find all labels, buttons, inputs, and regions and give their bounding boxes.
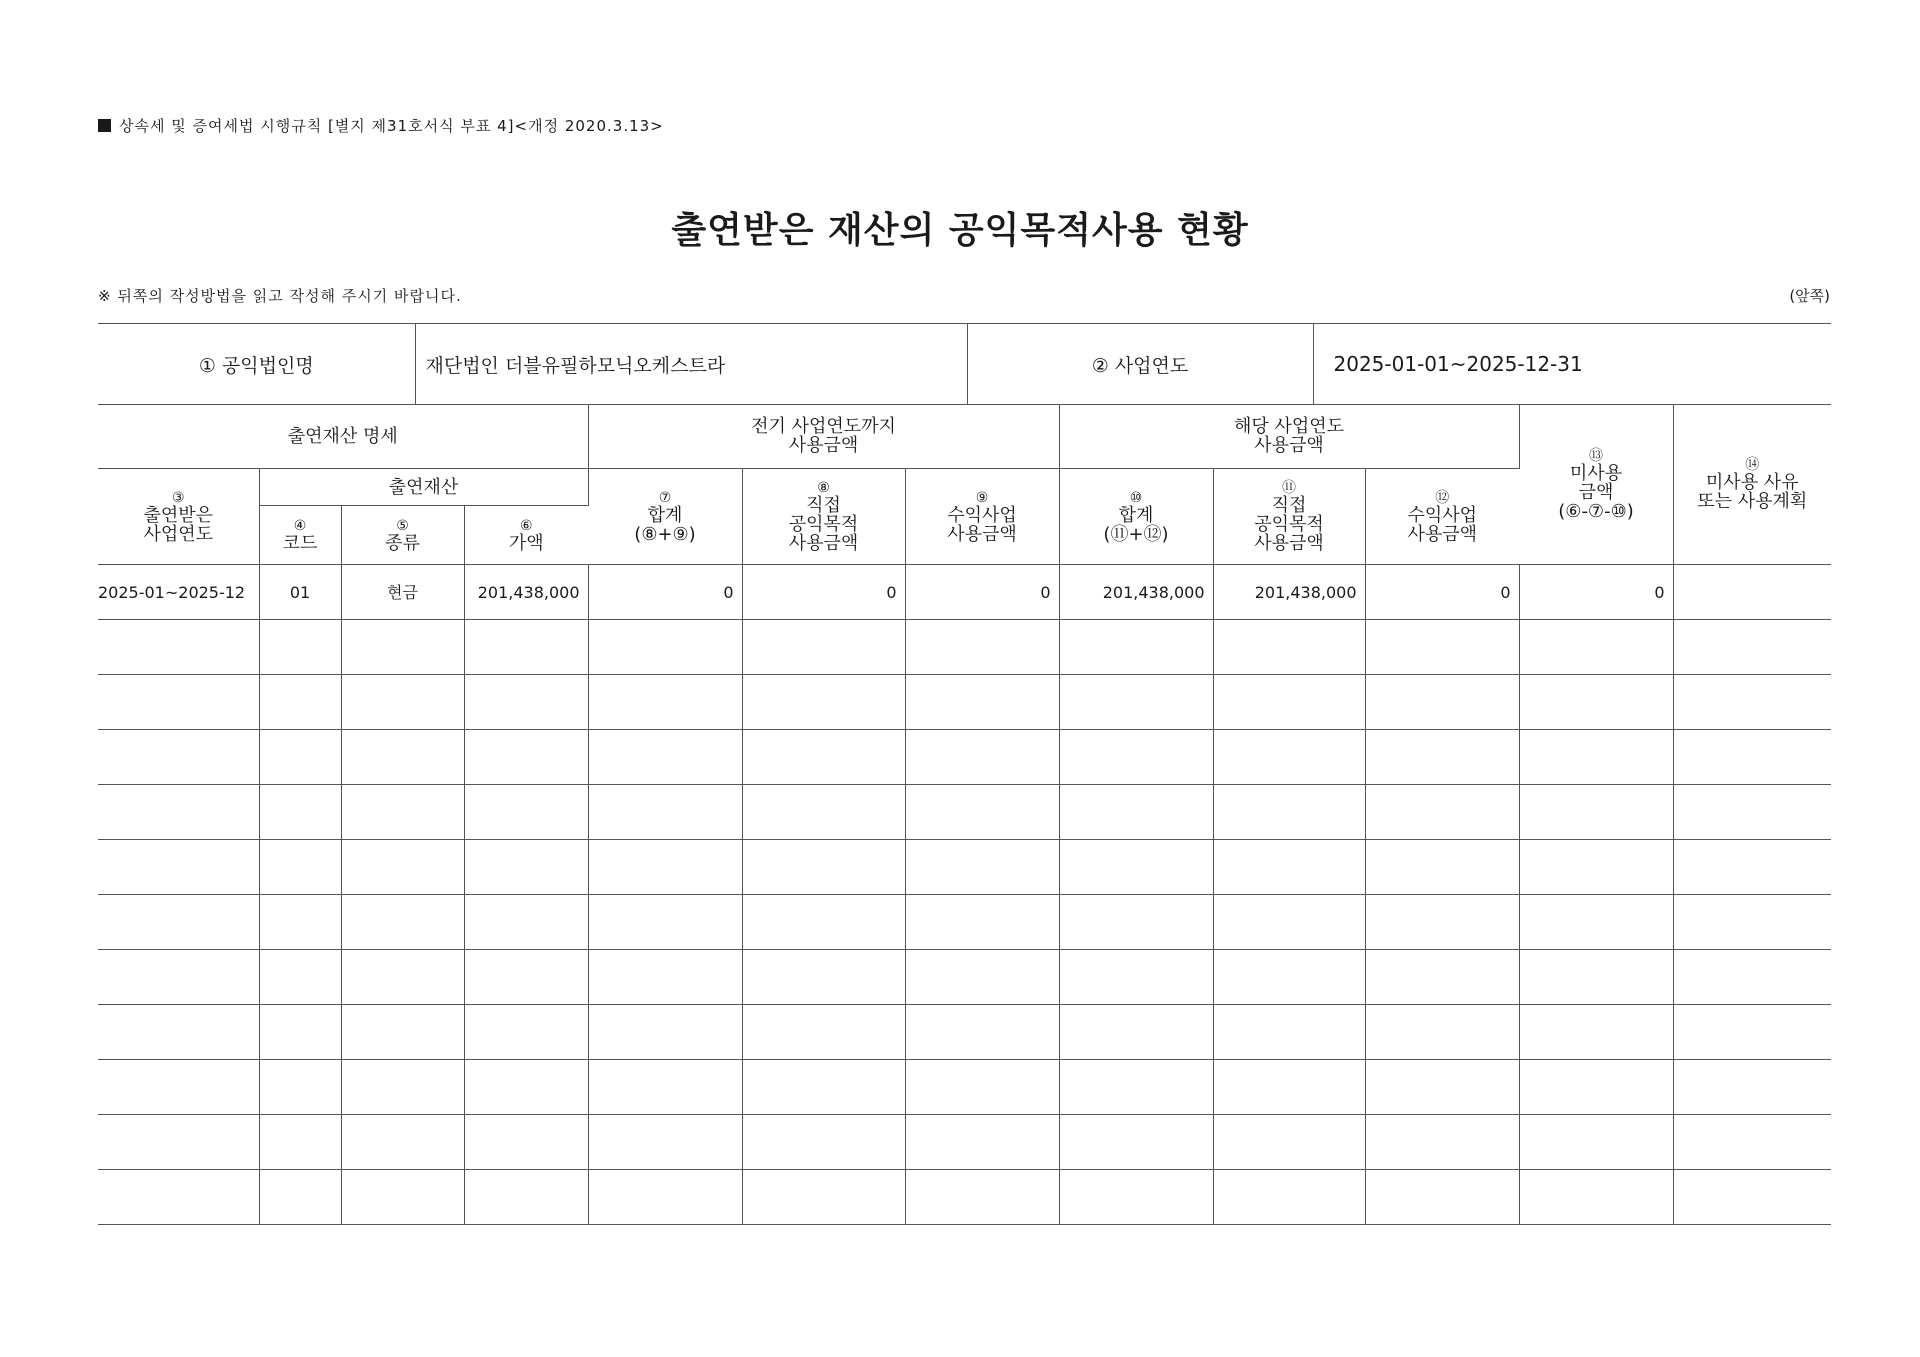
code-cell[interactable]: 01 (259, 565, 341, 620)
prev-direct-cell[interactable] (742, 785, 905, 840)
table-row (98, 620, 1831, 675)
business-year-label: ② 사업연도 (967, 324, 1313, 405)
prev-direct-cell[interactable] (742, 730, 905, 785)
current-direct-cell[interactable] (1213, 1060, 1365, 1115)
current-total-cell[interactable] (1059, 840, 1213, 895)
unused-amount-cell[interactable] (1519, 675, 1673, 730)
prev-total-cell[interactable] (588, 1005, 742, 1060)
table-row (98, 730, 1831, 785)
prev-profit-cell[interactable] (905, 1115, 1059, 1170)
prev-direct-cell[interactable]: 0 (742, 565, 905, 620)
current-profit-cell[interactable] (1365, 785, 1519, 840)
unused-reason-cell[interactable] (1673, 730, 1831, 785)
current-total-cell[interactable] (1059, 675, 1213, 730)
unused-amount-cell[interactable] (1519, 895, 1673, 950)
prev-direct-cell[interactable] (742, 1060, 905, 1115)
current-direct-cell[interactable]: 201,438,000 (1213, 565, 1365, 620)
prev-direct-cell[interactable] (742, 840, 905, 895)
current-direct-cell[interactable] (1213, 1005, 1365, 1060)
instruction-note: ※ 뒤쪽의 작성방법을 읽고 작성해 주시기 바랍니다. (98, 287, 462, 305)
col-header-prev-direct: ⑧ 직접 공익목적 사용금액 (742, 469, 905, 565)
current-profit-cell[interactable] (1365, 1170, 1519, 1225)
current-profit-cell[interactable] (1365, 730, 1519, 785)
prev-total-cell[interactable] (588, 730, 742, 785)
group-header-contribution: 출연재산 명세 (98, 404, 588, 469)
unused-amount-cell[interactable] (1519, 1060, 1673, 1115)
type-cell[interactable] (341, 1060, 464, 1115)
code-cell[interactable] (259, 785, 341, 840)
unused-amount-cell[interactable] (1519, 1170, 1673, 1225)
business-year-field[interactable]: 2025-01-01~2025-12-31 (1313, 324, 1831, 405)
type-cell[interactable] (341, 1115, 464, 1170)
prev-profit-cell[interactable] (905, 730, 1059, 785)
page-title: 출연받은 재산의 공익목적사용 현황 (671, 210, 1249, 251)
prev-profit-cell[interactable] (905, 1060, 1059, 1115)
current-profit-cell[interactable] (1365, 620, 1519, 675)
table-row (98, 1170, 1831, 1225)
form-reference (98, 115, 664, 136)
table-row (98, 840, 1831, 895)
col-header-unused-reason: ⑭ 미사용 사유 또는 사용계획 (1673, 404, 1831, 565)
prev-total-cell[interactable] (588, 785, 742, 840)
prev-profit-cell[interactable] (905, 950, 1059, 1005)
contribution-usage-table (98, 404, 1831, 1225)
prev-total-cell[interactable] (588, 1115, 742, 1170)
current-total-cell[interactable] (1059, 1170, 1213, 1225)
type-cell[interactable] (341, 1005, 464, 1060)
value-cell[interactable] (464, 1060, 588, 1115)
value-cell[interactable] (464, 785, 588, 840)
unused-amount-cell[interactable] (1519, 1005, 1673, 1060)
prev-profit-cell[interactable] (905, 1170, 1059, 1225)
contribution-year-cell[interactable] (98, 620, 259, 675)
current-direct-cell[interactable] (1213, 675, 1365, 730)
contribution-year-cell[interactable] (98, 950, 259, 1005)
type-cell[interactable] (341, 730, 464, 785)
unused-reason-cell[interactable] (1673, 1170, 1831, 1225)
prev-direct-cell[interactable] (742, 620, 905, 675)
type-cell[interactable] (341, 675, 464, 730)
value-cell[interactable] (464, 675, 588, 730)
code-cell[interactable] (259, 950, 341, 1005)
current-direct-cell[interactable] (1213, 950, 1365, 1005)
prev-profit-cell[interactable] (905, 785, 1059, 840)
current-profit-cell[interactable] (1365, 1005, 1519, 1060)
current-profit-cell[interactable] (1365, 1115, 1519, 1170)
contribution-year-cell[interactable] (98, 1060, 259, 1115)
col-header-prev-profit: ⑨ 수익사업 사용금액 (905, 469, 1059, 565)
unused-amount-cell[interactable] (1519, 620, 1673, 675)
prev-profit-cell[interactable] (905, 895, 1059, 950)
current-direct-cell[interactable] (1213, 840, 1365, 895)
col-header-current-profit: ⑫ 수익사업 사용금액 (1365, 469, 1519, 565)
unused-reason-cell[interactable] (1673, 620, 1831, 675)
prev-direct-cell[interactable] (742, 1115, 905, 1170)
prev-profit-cell[interactable] (905, 1005, 1059, 1060)
current-total-cell[interactable] (1059, 785, 1213, 840)
unused-reason-cell[interactable] (1673, 895, 1831, 950)
prev-profit-cell[interactable] (905, 840, 1059, 895)
prev-direct-cell[interactable] (742, 675, 905, 730)
prev-total-cell[interactable] (588, 840, 742, 895)
unused-amount-cell[interactable] (1519, 950, 1673, 1005)
current-direct-cell[interactable] (1213, 620, 1365, 675)
unused-reason-cell[interactable] (1673, 950, 1831, 1005)
current-direct-cell[interactable] (1213, 895, 1365, 950)
contribution-year-cell[interactable] (98, 1170, 259, 1225)
contribution-year-cell[interactable] (98, 730, 259, 785)
unused-reason-cell[interactable] (1673, 565, 1831, 620)
code-cell[interactable] (259, 895, 341, 950)
current-total-cell[interactable] (1059, 1115, 1213, 1170)
unused-amount-cell[interactable] (1519, 785, 1673, 840)
prev-profit-cell[interactable]: 0 (905, 565, 1059, 620)
code-cell[interactable] (259, 730, 341, 785)
prev-profit-cell[interactable] (905, 675, 1059, 730)
corp-info-table (98, 323, 1831, 405)
unused-amount-cell[interactable] (1519, 840, 1673, 895)
contribution-year-cell[interactable] (98, 895, 259, 950)
type-cell[interactable] (341, 785, 464, 840)
value-cell[interactable] (464, 950, 588, 1005)
type-cell[interactable] (341, 840, 464, 895)
table-row (98, 895, 1831, 950)
unused-amount-cell[interactable]: 0 (1519, 565, 1673, 620)
col-header-current-direct: ⑪ 직접 공익목적 사용금액 (1213, 469, 1365, 565)
value-cell[interactable] (464, 1170, 588, 1225)
prev-total-cell[interactable] (588, 950, 742, 1005)
current-profit-cell[interactable] (1365, 1060, 1519, 1115)
code-cell[interactable] (259, 1170, 341, 1225)
prev-total-cell[interactable] (588, 895, 742, 950)
code-cell[interactable] (259, 620, 341, 675)
col-header-current-total: ⑩ 합계 (⑪+⑫) (1059, 469, 1213, 565)
current-profit-cell[interactable]: 0 (1365, 565, 1519, 620)
current-direct-cell[interactable] (1213, 1170, 1365, 1225)
type-cell[interactable] (341, 895, 464, 950)
current-profit-cell[interactable] (1365, 950, 1519, 1005)
prev-total-cell[interactable] (588, 1170, 742, 1225)
current-total-cell[interactable] (1059, 895, 1213, 950)
unused-reason-cell[interactable] (1673, 785, 1831, 840)
corp-name-label: ① 공익법인명 (98, 324, 415, 405)
unused-reason-cell[interactable] (1673, 1115, 1831, 1170)
contribution-year-cell[interactable] (98, 1115, 259, 1170)
square-bullet-icon (98, 119, 111, 132)
contribution-year-cell[interactable] (98, 840, 259, 895)
contribution-year-cell[interactable] (98, 1005, 259, 1060)
current-total-cell[interactable] (1059, 950, 1213, 1005)
table-row (98, 950, 1831, 1005)
group-header-prev-year: 전기 사업연도까지 사용금액 (588, 404, 1059, 469)
current-direct-cell[interactable] (1213, 730, 1365, 785)
unused-amount-cell[interactable] (1519, 1115, 1673, 1170)
current-profit-cell[interactable] (1365, 840, 1519, 895)
current-total-cell[interactable] (1059, 1005, 1213, 1060)
prev-direct-cell[interactable] (742, 895, 905, 950)
table-row (98, 1005, 1831, 1060)
prev-direct-cell[interactable] (742, 950, 905, 1005)
value-cell[interactable] (464, 1115, 588, 1170)
col-header-contribution-year: ③ 출연받은 사업연도 (98, 469, 259, 565)
current-direct-cell[interactable] (1213, 785, 1365, 840)
corp-name-field[interactable]: 재단법인 더블유필하모닉오케스트라 (415, 324, 967, 405)
prev-profit-cell[interactable] (905, 620, 1059, 675)
type-cell[interactable] (341, 950, 464, 1005)
col-header-unused-amount: ⑬ 미사용 금액 (⑥-⑦-⑩) (1519, 404, 1673, 565)
col-header-type: ⑤ 종류 (341, 506, 464, 565)
current-profit-cell[interactable] (1365, 895, 1519, 950)
unused-reason-cell[interactable] (1673, 840, 1831, 895)
current-total-cell[interactable] (1059, 1060, 1213, 1115)
form-reference-text: 상속세 및 증여세법 시행규칙 [별지 제31호서식 부표 4]<개정 2020.3.13> (119, 117, 664, 135)
unused-reason-cell[interactable] (1673, 1005, 1831, 1060)
value-cell[interactable] (464, 620, 588, 675)
value-cell[interactable] (464, 1005, 588, 1060)
col-header-value: ⑥ 가액 (464, 506, 588, 565)
type-cell[interactable] (341, 620, 464, 675)
code-cell[interactable] (259, 1060, 341, 1115)
prev-direct-cell[interactable] (742, 1005, 905, 1060)
code-cell[interactable] (259, 1115, 341, 1170)
value-cell[interactable] (464, 840, 588, 895)
prev-total-cell[interactable] (588, 675, 742, 730)
prev-total-cell[interactable] (588, 1060, 742, 1115)
code-cell[interactable] (259, 675, 341, 730)
col-header-prev-total: ⑦ 합계 (⑧+⑨) (588, 469, 742, 565)
current-profit-cell[interactable] (1365, 675, 1519, 730)
table-row (98, 1115, 1831, 1170)
contribution-year-cell[interactable] (98, 785, 259, 840)
code-cell[interactable] (259, 840, 341, 895)
unused-reason-cell[interactable] (1673, 1060, 1831, 1115)
table-row (98, 1060, 1831, 1115)
table-row (98, 565, 1831, 620)
value-cell[interactable]: 201,438,000 (464, 565, 588, 620)
prev-direct-cell[interactable] (742, 1170, 905, 1225)
current-total-cell[interactable] (1059, 730, 1213, 785)
value-cell[interactable] (464, 895, 588, 950)
type-cell[interactable] (341, 1170, 464, 1225)
current-total-cell[interactable]: 201,438,000 (1059, 565, 1213, 620)
value-cell[interactable] (464, 730, 588, 785)
code-cell[interactable] (259, 1005, 341, 1060)
prev-total-cell[interactable] (588, 620, 742, 675)
current-total-cell[interactable] (1059, 620, 1213, 675)
contribution-year-cell[interactable] (98, 675, 259, 730)
prev-total-cell[interactable]: 0 (588, 565, 742, 620)
group-header-current-year: 해당 사업연도 사용금액 (1059, 404, 1519, 469)
table-row (98, 675, 1831, 730)
table-row (98, 785, 1831, 840)
subgroup-header-contribution-asset: 출연재산 (259, 469, 588, 506)
unused-amount-cell[interactable] (1519, 730, 1673, 785)
unused-reason-cell[interactable] (1673, 675, 1831, 730)
contribution-year-cell[interactable]: 2025-01~2025-12 (98, 565, 259, 620)
current-direct-cell[interactable] (1213, 1115, 1365, 1170)
col-header-code: ④ 코드 (259, 506, 341, 565)
type-cell[interactable]: 현금 (341, 565, 464, 620)
page-side-label: (앞쪽) (1789, 287, 1830, 305)
